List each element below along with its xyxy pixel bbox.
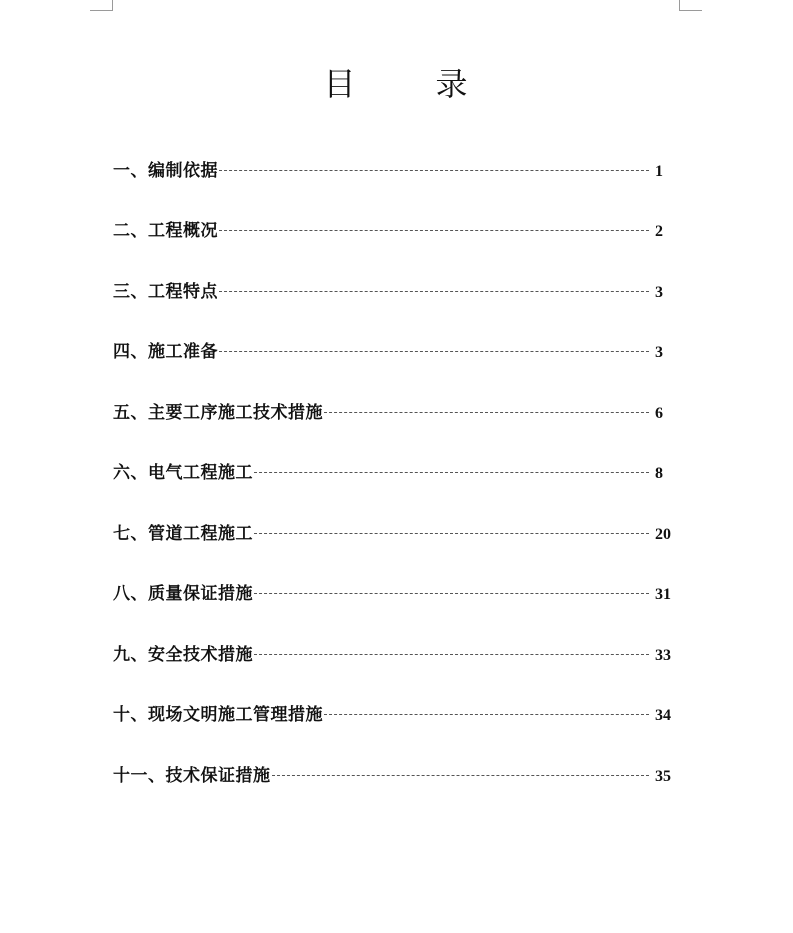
toc-dot-leader <box>254 654 649 655</box>
toc-entry[interactable] <box>113 156 673 182</box>
toc-entry-label: 七、管道工程施工 <box>113 524 253 544</box>
toc-dot-leader <box>219 351 649 352</box>
toc-entry[interactable] <box>113 277 673 303</box>
title-char-right: 录 <box>435 65 470 103</box>
toc-entry[interactable] <box>113 519 673 545</box>
toc-page-number: 3 <box>655 344 663 361</box>
page-corner-mark-left <box>90 0 113 11</box>
toc-entry-label: 五、主要工序施工技术措施 <box>113 403 323 423</box>
toc-page-number: 2 <box>655 223 663 240</box>
toc-page-number: 35 <box>655 768 671 785</box>
toc-entry[interactable] <box>113 579 673 605</box>
toc-page-number: 3 <box>655 284 663 301</box>
toc-dot-leader <box>254 472 649 473</box>
page-corner-mark-right <box>679 0 702 11</box>
toc-entry[interactable] <box>113 640 673 666</box>
toc-page-number: 34 <box>655 707 671 724</box>
toc-dot-leader <box>219 230 649 231</box>
toc-page-number: 33 <box>655 647 671 664</box>
toc-entry-label: 二、工程概况 <box>113 221 218 241</box>
toc-entry[interactable] <box>113 761 673 787</box>
toc-entry-label: 八、质量保证措施 <box>113 584 253 604</box>
toc-entry[interactable] <box>113 337 673 363</box>
toc-entry-label: 一、编制依据 <box>113 161 218 181</box>
toc-entry-label: 六、电气工程施工 <box>113 463 253 483</box>
toc-page-number: 8 <box>655 465 663 482</box>
toc-entry[interactable] <box>113 700 673 726</box>
toc-page-number: 20 <box>655 526 671 543</box>
title-char-left: 目 <box>323 65 358 103</box>
toc-entry-label: 十、现场文明施工管理措施 <box>113 705 323 725</box>
toc-dot-leader <box>254 533 649 534</box>
toc-entry[interactable] <box>113 458 673 484</box>
toc-page-number: 1 <box>655 163 663 180</box>
page-title <box>0 62 793 106</box>
toc-entry-label: 四、施工准备 <box>113 342 218 362</box>
toc-entry[interactable] <box>113 398 673 424</box>
toc-dot-leader <box>272 775 650 776</box>
toc-dot-leader <box>324 412 649 413</box>
toc-entry-label: 九、安全技术措施 <box>113 645 253 665</box>
toc-dot-leader <box>254 593 649 594</box>
toc-entry-label: 十一、技术保证措施 <box>113 766 271 786</box>
toc-page-number: 31 <box>655 586 671 603</box>
toc-entry-label: 三、工程特点 <box>113 282 218 302</box>
toc-dot-leader <box>219 291 649 292</box>
toc-dot-leader <box>219 170 649 171</box>
toc-entry[interactable] <box>113 216 673 242</box>
toc-dot-leader <box>324 714 649 715</box>
toc-page-number: 6 <box>655 405 663 422</box>
